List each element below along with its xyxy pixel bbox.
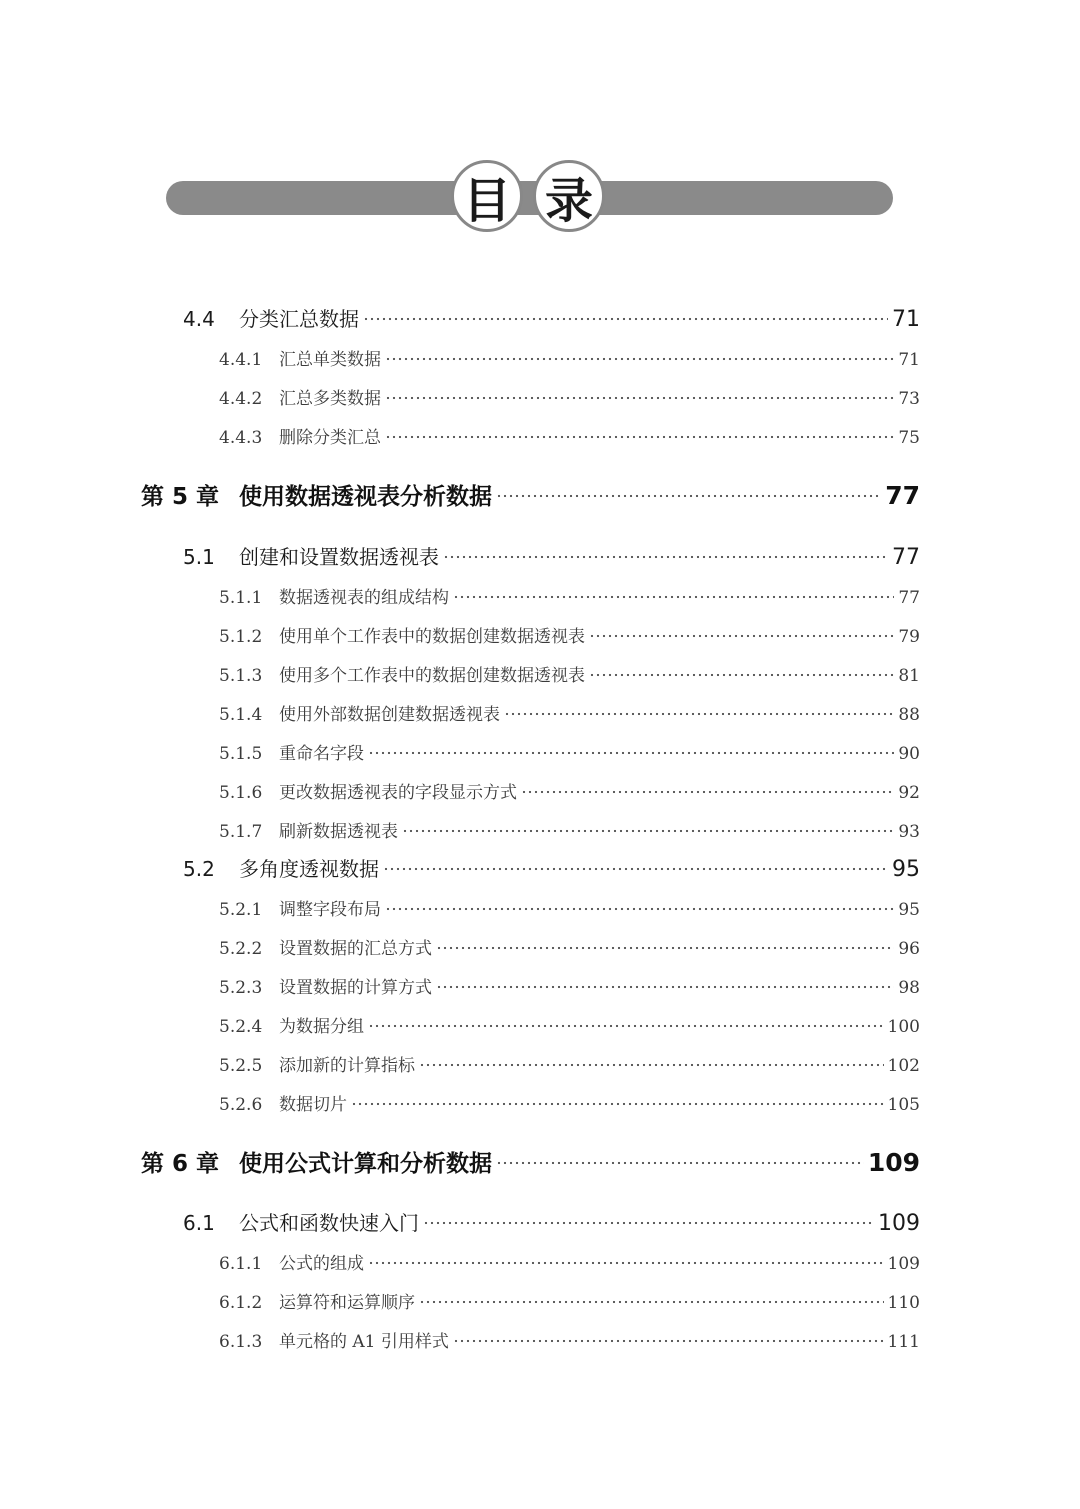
dot-leader — [436, 938, 894, 955]
toc-entry-page-number: 77 — [898, 588, 920, 608]
toc-entry-sub — [219, 739, 920, 764]
toc-entry-number: 5.1.5 — [219, 744, 263, 764]
toc-entry-number: 5.2.4 — [219, 1017, 263, 1037]
toc-entry-title: 数据透视表的组成结构 — [279, 588, 449, 608]
toc-entry-page-number: 105 — [887, 1095, 920, 1115]
toc-entry-page-number: 109 — [887, 1254, 920, 1274]
toc-entry-number: 5.2.1 — [219, 900, 263, 920]
toc-entry-number: 5.1.1 — [219, 588, 263, 608]
toc-entry-number: 第 6 章 — [141, 1151, 220, 1177]
dot-leader — [496, 1150, 864, 1173]
dot-leader — [385, 427, 894, 444]
toc-entry-sub — [219, 1288, 920, 1313]
toc-entry-sub — [219, 1012, 920, 1037]
toc-entry-sub — [219, 817, 920, 842]
toc-entry-title: 公式的组成 — [279, 1254, 364, 1274]
toc-entry-title: 运算符和运算顺序 — [279, 1293, 415, 1313]
toc-entry-sub — [219, 583, 920, 608]
toc-entry-title: 数据切片 — [279, 1095, 347, 1115]
toc-entry-title: 创建和设置数据透视表 — [239, 545, 439, 569]
toc-entry-sub — [219, 1327, 920, 1352]
toc-entry-sub — [219, 345, 920, 370]
toc-entry-page-number: 109 — [867, 1148, 920, 1177]
toc-entry-number: 5.2.3 — [219, 978, 263, 998]
toc-entry-sub — [219, 1051, 920, 1076]
toc-entry-title: 使用外部数据创建数据透视表 — [279, 705, 500, 725]
toc-entry-page-number: 100 — [887, 1017, 920, 1037]
dot-leader — [402, 821, 894, 838]
toc-entry-title: 汇总多类数据 — [279, 389, 381, 409]
toc-entry-sub — [219, 661, 920, 686]
toc-entry-page-number: 73 — [898, 389, 920, 409]
toc-entry-title: 分类汇总数据 — [239, 307, 359, 331]
toc-entry-number: 4.4.3 — [219, 428, 263, 448]
toc-entry-number: 5.2 — [183, 857, 215, 881]
toc-entry-title: 更改数据透视表的字段显示方式 — [279, 783, 517, 803]
toc-entry-number: 5.1.6 — [219, 783, 263, 803]
toc-entry-title: 使用单个工作表中的数据创建数据透视表 — [279, 627, 585, 647]
toc-entry-number: 4.4 — [183, 307, 215, 331]
title-char-2: 录 — [544, 172, 593, 229]
dot-leader — [436, 977, 894, 994]
dot-leader — [589, 665, 894, 682]
toc-entry-sub — [219, 384, 920, 409]
toc-entry-sub — [219, 895, 920, 920]
toc-entry-title: 删除分类汇总 — [279, 428, 381, 448]
toc-entry-title: 重命名字段 — [279, 744, 364, 764]
toc-entry-page-number: 96 — [898, 939, 920, 959]
toc-entry-page-number: 77 — [885, 481, 920, 510]
toc-entry-number: 6.1 — [183, 1211, 215, 1235]
toc-entry-section — [183, 1207, 920, 1236]
dot-leader — [453, 1331, 884, 1348]
toc-entry-sub — [219, 1249, 920, 1274]
dot-leader — [443, 546, 888, 566]
toc-entry-title: 公式和函数快速入门 — [239, 1211, 419, 1235]
dot-leader — [419, 1055, 884, 1072]
toc-entry-number: 5.1.2 — [219, 627, 263, 647]
toc-entry-title: 刷新数据透视表 — [279, 822, 398, 842]
toc-entry-chapter — [141, 1145, 920, 1178]
toc-entry-sub — [219, 700, 920, 725]
toc-entry-number: 5.2.6 — [219, 1095, 263, 1115]
toc-entry-page-number: 98 — [898, 978, 920, 998]
toc-entry-number: 5.1.7 — [219, 822, 263, 842]
dot-leader — [496, 483, 881, 506]
dot-leader — [363, 308, 888, 328]
dot-leader — [368, 743, 894, 760]
toc-entry-title: 调整字段布局 — [279, 900, 381, 920]
toc-entry-page-number: 95 — [898, 900, 920, 920]
toc-entry-number: 4.4.2 — [219, 389, 263, 409]
toc-entry-section — [183, 303, 920, 332]
toc-entry-page-number: 71 — [892, 307, 920, 332]
toc-entry-number: 5.1.3 — [219, 666, 263, 686]
toc-entry-page-number: 95 — [892, 857, 920, 882]
toc-entry-title: 为数据分组 — [279, 1017, 364, 1037]
toc-entry-title: 设置数据的计算方式 — [279, 978, 432, 998]
toc-entry-page-number: 109 — [878, 1211, 920, 1236]
toc-entry-page-number: 92 — [898, 783, 920, 803]
toc-entry-page-number: 71 — [898, 350, 920, 370]
toc-entry-section — [183, 853, 920, 882]
toc-entry-page-number: 77 — [892, 545, 920, 570]
toc-entry-sub — [219, 622, 920, 647]
toc-entry-page-number: 111 — [887, 1332, 920, 1352]
toc-entry-title: 汇总单类数据 — [279, 350, 381, 370]
dot-leader — [385, 388, 894, 405]
toc-entry-page-number: 102 — [887, 1056, 920, 1076]
toc-entry-page-number: 75 — [898, 428, 920, 448]
dot-leader — [385, 899, 894, 916]
toc-entry-number: 6.1.3 — [219, 1332, 263, 1352]
toc-entry-number: 第 5 章 — [141, 484, 220, 510]
dot-leader — [368, 1016, 884, 1033]
dot-leader — [368, 1253, 884, 1270]
toc-entry-page-number: 79 — [898, 627, 920, 647]
toc-entry-title: 使用数据透视表分析数据 — [239, 484, 492, 510]
toc-entry-number: 4.4.1 — [219, 350, 263, 370]
title-char-1: 目 — [462, 172, 511, 229]
toc-entry-title: 单元格的 A1 引用样式 — [279, 1332, 449, 1352]
dot-leader — [453, 587, 894, 604]
toc-entry-chapter — [141, 478, 920, 511]
dot-leader — [504, 704, 894, 721]
toc-entry-page-number: 81 — [898, 666, 920, 686]
toc-entry-sub — [219, 423, 920, 448]
toc-entry-sub — [219, 934, 920, 959]
toc-entry-page-number: 93 — [898, 822, 920, 842]
dot-leader — [423, 1212, 874, 1232]
toc-entry-number: 6.1.2 — [219, 1293, 263, 1313]
toc-entry-page-number: 88 — [898, 705, 920, 725]
dot-leader — [419, 1292, 884, 1309]
toc-entry-section — [183, 541, 920, 570]
toc-entry-page-number: 90 — [898, 744, 920, 764]
toc-entry-page-number: 110 — [887, 1293, 920, 1313]
toc-entry-sub — [219, 973, 920, 998]
dot-leader — [351, 1094, 884, 1111]
dot-leader — [589, 626, 894, 643]
toc-entry-title: 添加新的计算指标 — [279, 1056, 415, 1076]
toc-entry-sub — [219, 1090, 920, 1115]
toc-entry-title: 使用多个工作表中的数据创建数据透视表 — [279, 666, 585, 686]
toc-entry-title: 多角度透视数据 — [239, 857, 379, 881]
toc-entry-sub — [219, 778, 920, 803]
dot-leader — [383, 858, 888, 878]
dot-leader — [521, 782, 894, 799]
toc-entry-title: 设置数据的汇总方式 — [279, 939, 432, 959]
dot-leader — [385, 349, 894, 366]
toc-entry-number: 6.1.1 — [219, 1254, 263, 1274]
toc-entry-number: 5.1.4 — [219, 705, 263, 725]
toc-entry-number: 5.2.2 — [219, 939, 263, 959]
toc-entry-title: 使用公式计算和分析数据 — [239, 1151, 492, 1177]
toc-entry-number: 5.1 — [183, 545, 215, 569]
toc-entry-number: 5.2.5 — [219, 1056, 263, 1076]
